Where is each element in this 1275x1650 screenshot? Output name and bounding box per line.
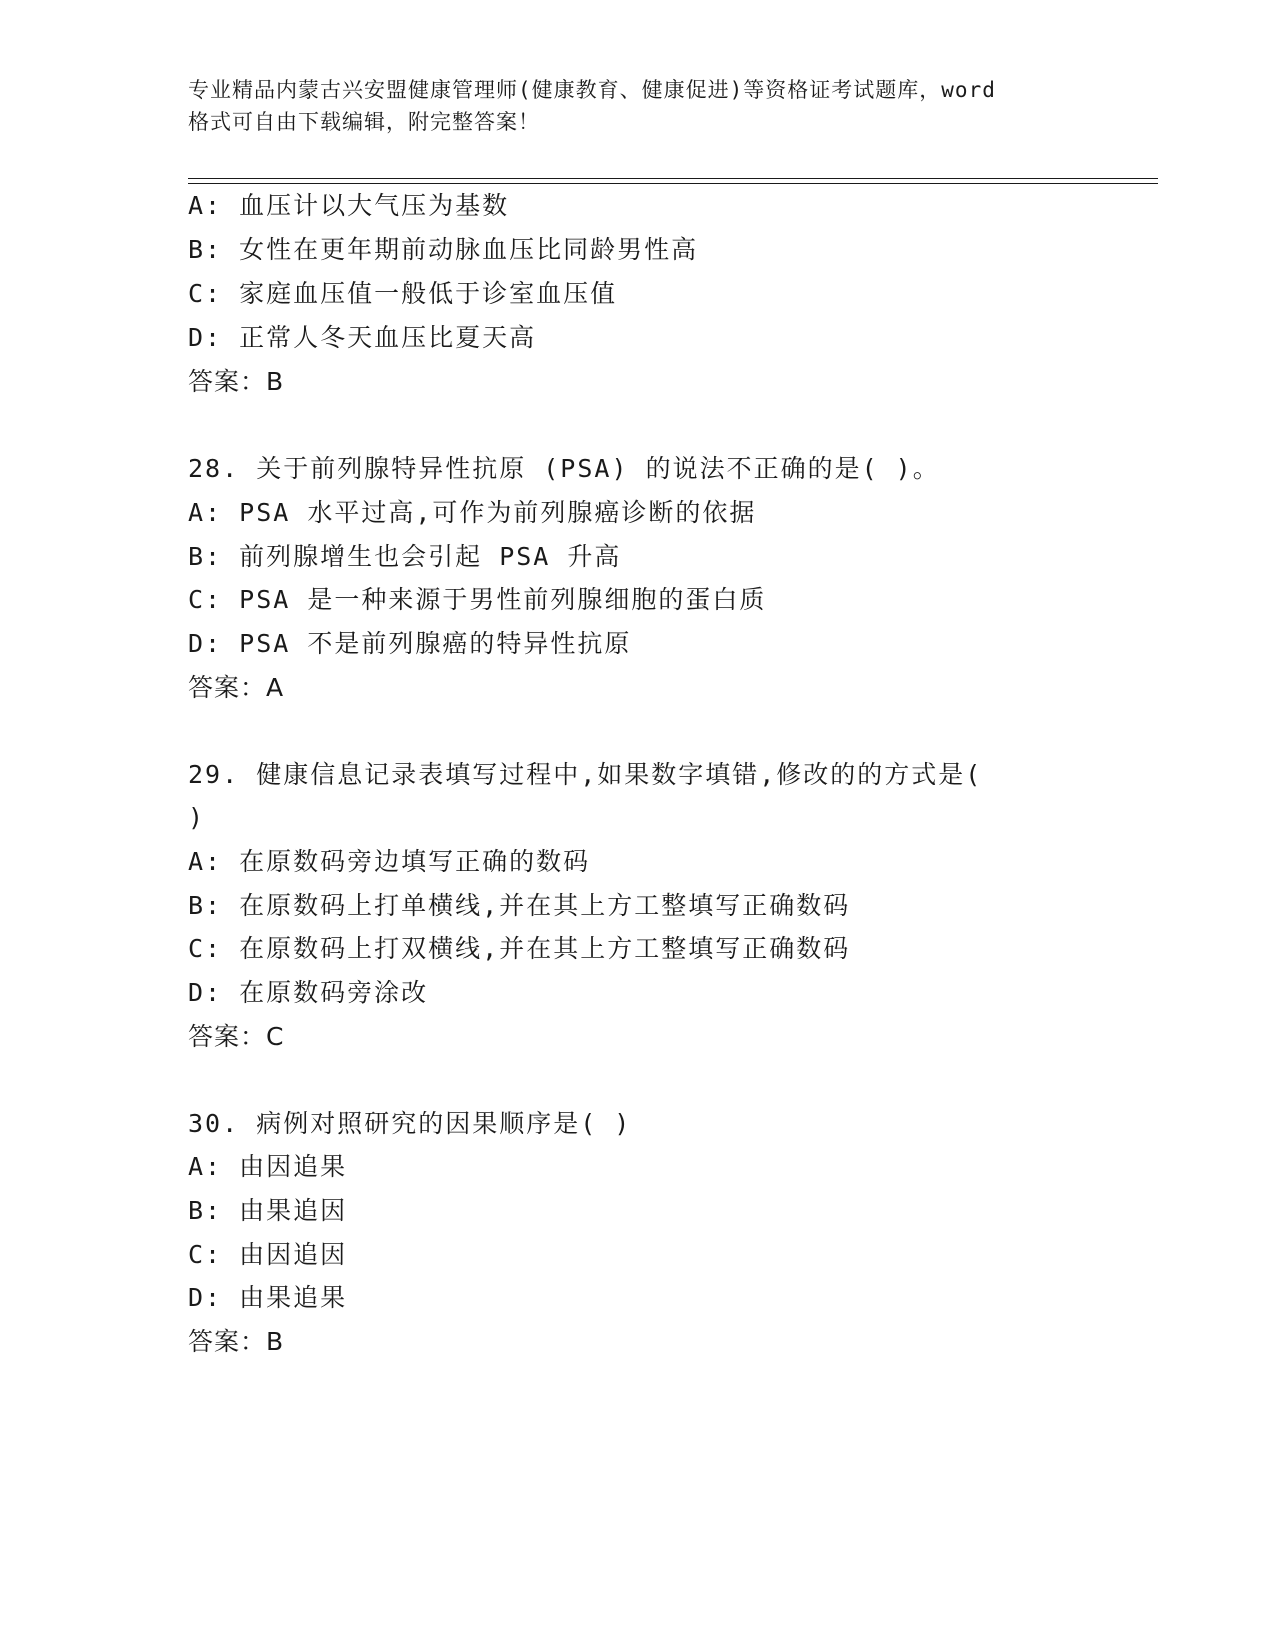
header-divider-bottom — [188, 183, 1158, 184]
q30-option-b: B: 由果追因 — [188, 1196, 348, 1225]
q30-option-a: A: 由因追果 — [188, 1152, 348, 1181]
q27-option-b: B: 女性在更年期前动脉血压比同龄男性高 — [188, 235, 699, 264]
header-divider-top — [188, 178, 1158, 179]
document-header — [188, 74, 1108, 138]
q30-option-c: C: 由因追因 — [188, 1240, 348, 1269]
q30-option-d: D: 由果追果 — [188, 1283, 348, 1312]
q29-stem: 29. 健康信息记录表填写过程中,如果数字填错,修改的的方式是( — [188, 760, 983, 789]
q28-option-c: C: PSA 是一种来源于男性前列腺细胞的蛋白质 — [188, 585, 767, 614]
q27-option-c: C: 家庭血压值一般低于诊室血压值 — [188, 279, 618, 308]
q29-option-c: C: 在原数码上打双横线,并在其上方工整填写正确数码 — [188, 934, 851, 963]
q30-stem: 30. 病例对照研究的因果顺序是( ) — [188, 1109, 632, 1138]
q28-option-d: D: PSA 不是前列腺癌的特异性抗原 — [188, 629, 632, 658]
header-line-2: 格式可自由下载编辑，附完整答案！ — [188, 110, 540, 134]
q28-option-a: A: PSA 水平过高,可作为前列腺癌诊断的依据 — [188, 498, 757, 527]
q27-answer: 答案：B — [188, 367, 285, 396]
q30-answer: 答案：B — [188, 1327, 285, 1356]
q27-option-d: D: 正常人冬天血压比夏天高 — [188, 323, 537, 352]
q29-option-a: A: 在原数码旁边填写正确的数码 — [188, 847, 591, 876]
q29-stem-continued: ) — [188, 803, 206, 832]
q29-option-b: B: 在原数码上打单横线,并在其上方工整填写正确数码 — [188, 891, 851, 920]
q29-option-d: D: 在原数码旁涂改 — [188, 978, 429, 1007]
q28-stem: 28. 关于前列腺特异性抗原 (PSA) 的说法不正确的是( )。 — [188, 454, 940, 483]
q28-answer: 答案：A — [188, 673, 285, 702]
q29-answer: 答案：C — [188, 1022, 285, 1051]
q27-option-a: A: 血压计以大气压为基数 — [188, 191, 510, 220]
header-line-1: 专业精品内蒙古兴安盟健康管理师(健康教育、健康促进)等资格证考试题库，word — [188, 78, 996, 102]
q28-option-b: B: 前列腺增生也会引起 PSA 升高 — [188, 542, 622, 571]
